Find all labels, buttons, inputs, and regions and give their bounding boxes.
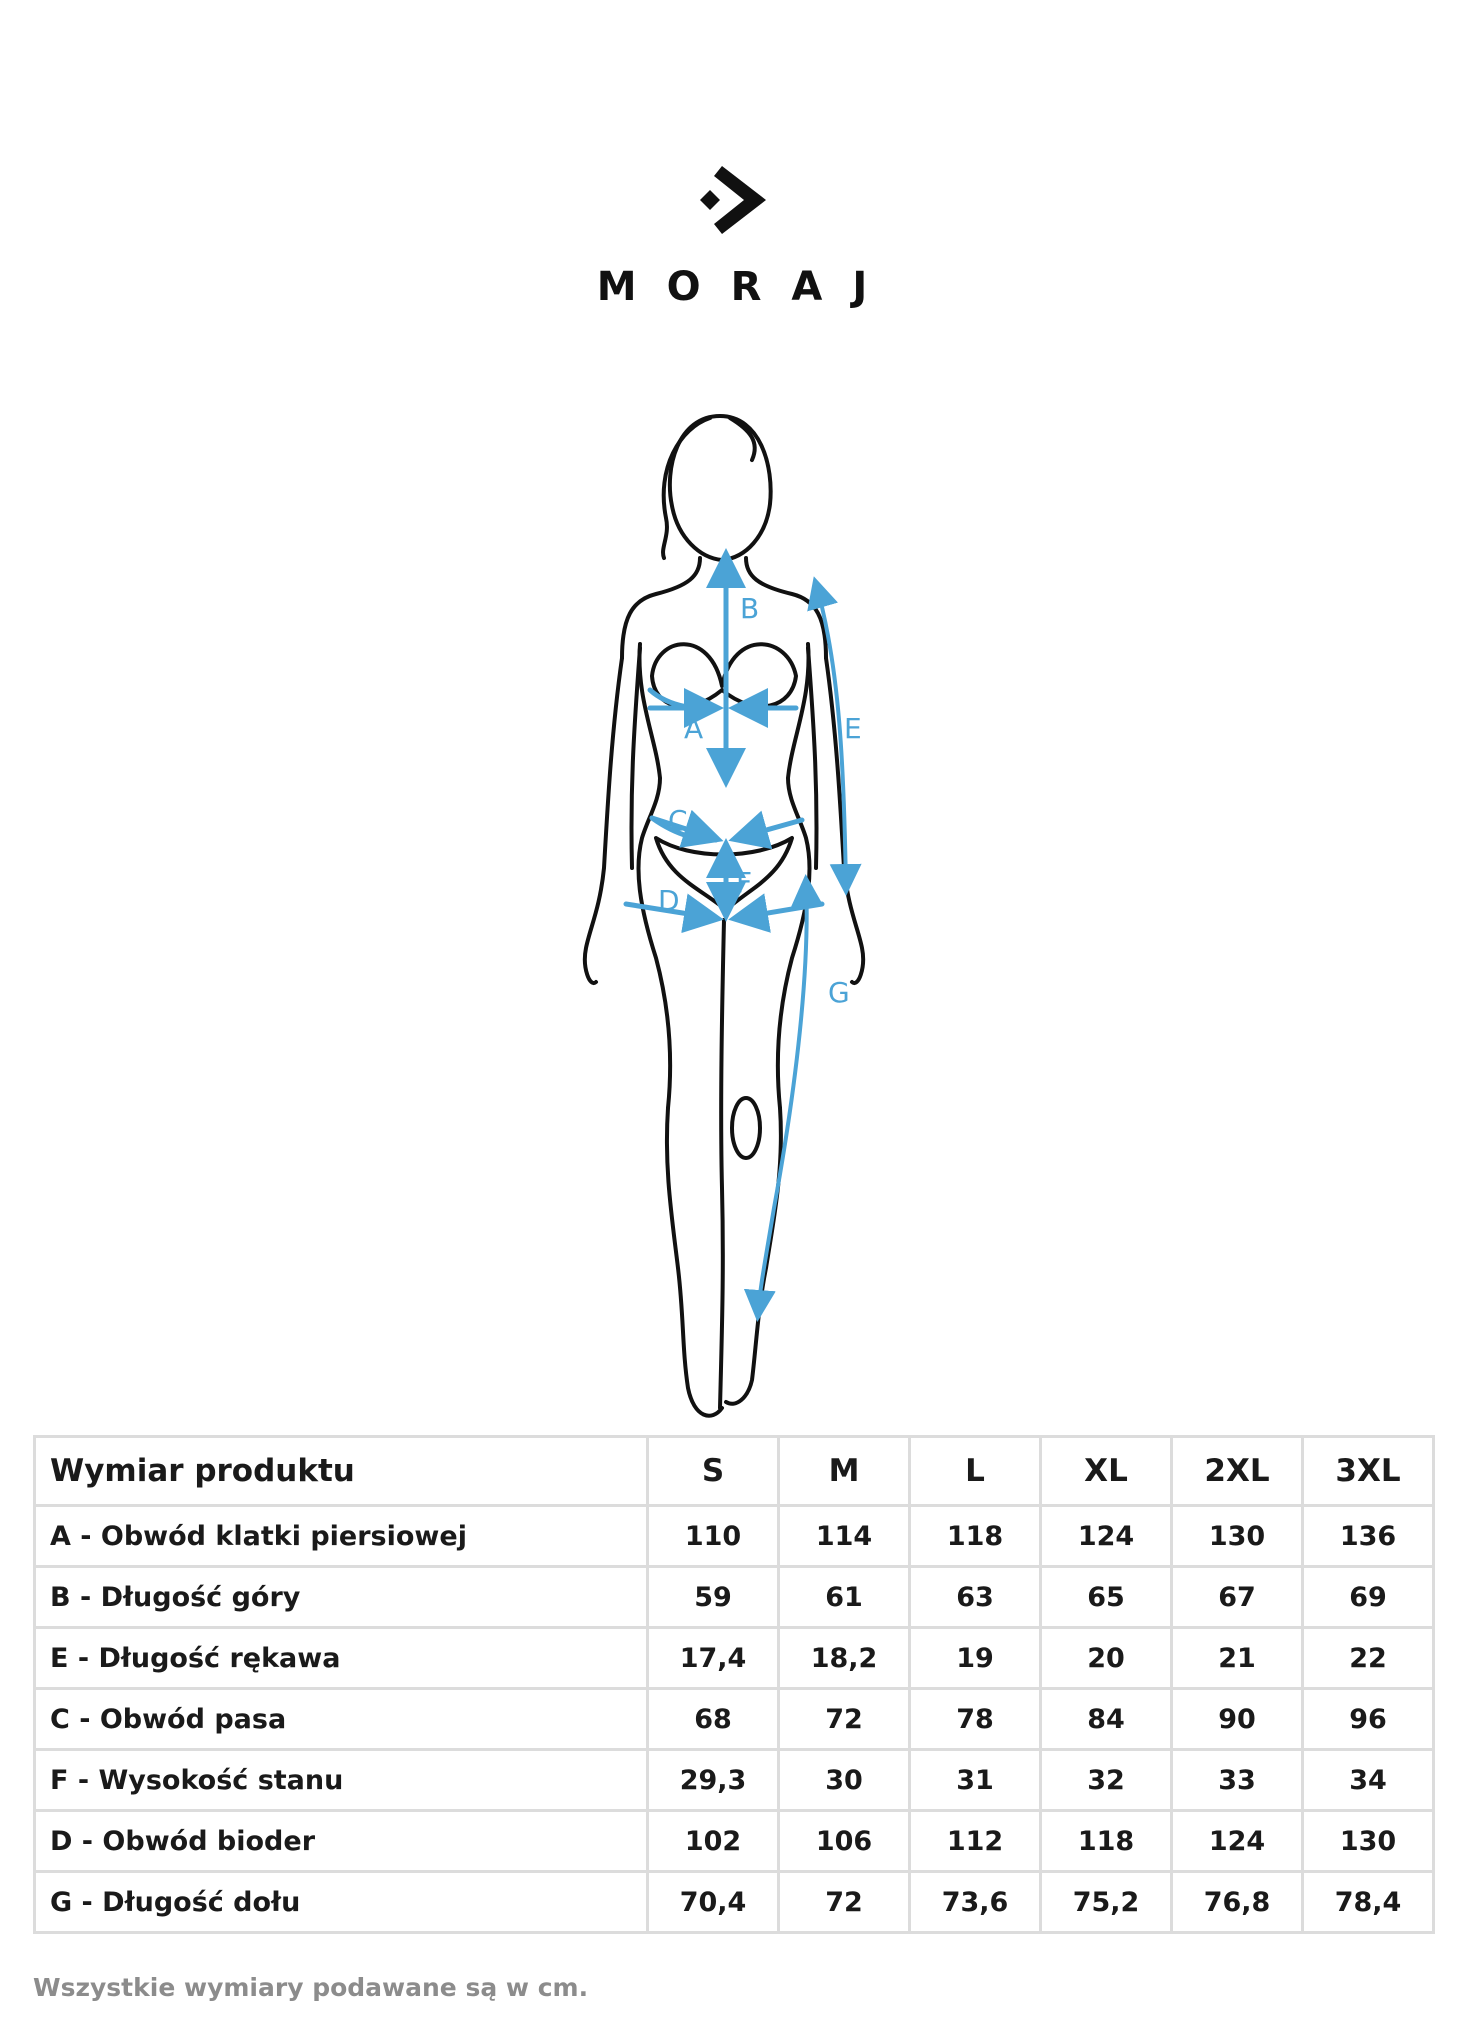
table-cell: 110 bbox=[648, 1506, 779, 1567]
table-cell: 72 bbox=[779, 1689, 910, 1750]
table-cell: 76,8 bbox=[1172, 1872, 1303, 1933]
table-cell: 84 bbox=[1041, 1689, 1172, 1750]
table-row bbox=[35, 1567, 1434, 1628]
table-cell: 112 bbox=[910, 1811, 1041, 1872]
table-cell: 19 bbox=[910, 1628, 1041, 1689]
table-cell: 20 bbox=[1041, 1628, 1172, 1689]
row-label: B - Długość góry bbox=[35, 1567, 648, 1628]
row-label: A - Obwód klatki piersiowej bbox=[35, 1506, 648, 1567]
table-cell: 32 bbox=[1041, 1750, 1172, 1811]
table-cell: 124 bbox=[1172, 1811, 1303, 1872]
body-measurement-figure bbox=[560, 408, 900, 1428]
column-header-size: XL bbox=[1041, 1437, 1172, 1506]
table-cell: 34 bbox=[1303, 1750, 1434, 1811]
table-cell: 114 bbox=[779, 1506, 910, 1567]
table-cell: 22 bbox=[1303, 1628, 1434, 1689]
table-cell: 78,4 bbox=[1303, 1872, 1434, 1933]
brand-name: MORAJ bbox=[596, 264, 898, 310]
label-c: C bbox=[668, 804, 688, 837]
label-d: D bbox=[658, 884, 680, 917]
brand-logo bbox=[0, 160, 1464, 310]
row-label: E - Długość rękawa bbox=[35, 1628, 648, 1689]
row-label: C - Obwód pasa bbox=[35, 1689, 648, 1750]
table-cell: 106 bbox=[779, 1811, 910, 1872]
table-cell: 18,2 bbox=[779, 1628, 910, 1689]
table-row bbox=[35, 1506, 1434, 1567]
table-header-row bbox=[35, 1437, 1434, 1506]
table-row bbox=[35, 1689, 1434, 1750]
column-header-size: 2XL bbox=[1172, 1437, 1303, 1506]
row-label: G - Długość dołu bbox=[35, 1872, 648, 1933]
moraj-logo-icon bbox=[692, 160, 772, 240]
units-footnote: Wszystkie wymiary podawane są w cm. bbox=[33, 1973, 589, 2002]
table-cell: 75,2 bbox=[1041, 1872, 1172, 1933]
table-cell: 63 bbox=[910, 1567, 1041, 1628]
table-cell: 67 bbox=[1172, 1567, 1303, 1628]
table-cell: 70,4 bbox=[648, 1872, 779, 1933]
table-row bbox=[35, 1811, 1434, 1872]
size-table bbox=[33, 1435, 1435, 1934]
table-cell: 69 bbox=[1303, 1567, 1434, 1628]
table-cell: 65 bbox=[1041, 1567, 1172, 1628]
table-cell: 90 bbox=[1172, 1689, 1303, 1750]
table-row bbox=[35, 1872, 1434, 1933]
table-cell: 78 bbox=[910, 1689, 1041, 1750]
table-row bbox=[35, 1750, 1434, 1811]
table-cell: 130 bbox=[1303, 1811, 1434, 1872]
table-cell: 124 bbox=[1041, 1506, 1172, 1567]
table-cell: 72 bbox=[779, 1872, 910, 1933]
table-cell: 29,3 bbox=[648, 1750, 779, 1811]
column-header-size: 3XL bbox=[1303, 1437, 1434, 1506]
column-header-size: L bbox=[910, 1437, 1041, 1506]
table-cell: 118 bbox=[910, 1506, 1041, 1567]
row-label: D - Obwód bioder bbox=[35, 1811, 648, 1872]
label-g: G bbox=[828, 976, 850, 1009]
table-cell: 136 bbox=[1303, 1506, 1434, 1567]
table-cell: 30 bbox=[779, 1750, 910, 1811]
table-cell: 33 bbox=[1172, 1750, 1303, 1811]
column-header-size: M bbox=[779, 1437, 910, 1506]
label-e: E bbox=[844, 712, 862, 745]
label-b: B bbox=[740, 592, 760, 625]
table-cell: 73,6 bbox=[910, 1872, 1041, 1933]
table-cell: 68 bbox=[648, 1689, 779, 1750]
table-cell: 102 bbox=[648, 1811, 779, 1872]
label-a: A bbox=[684, 712, 704, 745]
table-row bbox=[35, 1628, 1434, 1689]
label-f: F bbox=[736, 866, 753, 899]
table-cell: 130 bbox=[1172, 1506, 1303, 1567]
measurement-lines bbox=[626, 558, 846, 1314]
row-label: F - Wysokość stanu bbox=[35, 1750, 648, 1811]
table-cell: 17,4 bbox=[648, 1628, 779, 1689]
column-header-size: S bbox=[648, 1437, 779, 1506]
table-cell: 31 bbox=[910, 1750, 1041, 1811]
table-cell: 21 bbox=[1172, 1628, 1303, 1689]
table-cell: 96 bbox=[1303, 1689, 1434, 1750]
table-cell: 59 bbox=[648, 1567, 779, 1628]
column-header-measurement: Wymiar produktu bbox=[35, 1437, 648, 1506]
table-cell: 118 bbox=[1041, 1811, 1172, 1872]
table-cell: 61 bbox=[779, 1567, 910, 1628]
